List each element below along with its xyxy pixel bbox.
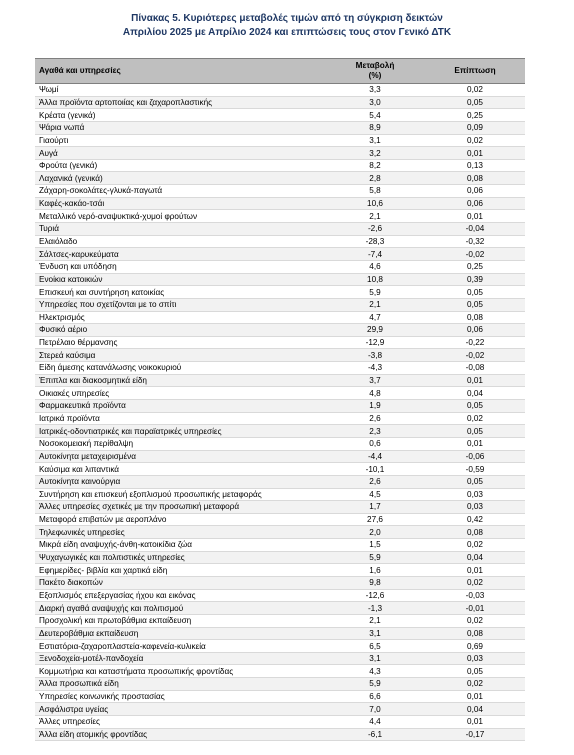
table-row [35, 539, 525, 552]
cell-item: Σάλτσες-καρυκεύματα [35, 248, 325, 261]
table-row [35, 159, 525, 172]
cell-impact: 0,08 [425, 311, 525, 324]
cell-item: Άλλες υπηρεσίες [35, 716, 325, 729]
cell-impact: 0,04 [425, 703, 525, 716]
table-row [35, 564, 525, 577]
table-row [35, 425, 525, 438]
cell-item: Ξενοδοχεία-μοτέλ-πανδοχεία [35, 652, 325, 665]
table-row [35, 336, 525, 349]
cell-item: Ασφάλιστρα υγείας [35, 703, 325, 716]
cell-change: 4,6 [325, 260, 425, 273]
cell-impact: 0,13 [425, 159, 525, 172]
cell-item: Τηλεφωνικές υπηρεσίες [35, 526, 325, 539]
cell-impact: 0,01 [425, 437, 525, 450]
cell-change: 3,1 [325, 134, 425, 147]
cell-change: -3,8 [325, 349, 425, 362]
table-row [35, 172, 525, 185]
cell-impact: 0,69 [425, 640, 525, 653]
table-row [35, 450, 525, 463]
cell-item: Ψάρια νωπά [35, 121, 325, 134]
cell-impact: -0,03 [425, 589, 525, 602]
cell-change: 2,1 [325, 614, 425, 627]
table-row [35, 109, 525, 122]
table-row [35, 551, 525, 564]
title-line-2: Απριλίου 2025 με Απρίλιο 2024 και επιπτώσεις τους στον Γενικό ΔΤΚ [122, 27, 452, 38]
table-row [35, 627, 525, 640]
table-row [35, 703, 525, 716]
table-row [35, 475, 525, 488]
table-row [35, 412, 525, 425]
cell-impact: 0,01 [425, 210, 525, 223]
header-change [325, 59, 425, 84]
table-row [35, 349, 525, 362]
cell-change: 29,9 [325, 324, 425, 337]
cell-change: 2,0 [325, 526, 425, 539]
table-header-row [35, 59, 525, 84]
cell-impact: 0,02 [425, 678, 525, 691]
table-row [35, 235, 525, 248]
cell-change: 2,1 [325, 298, 425, 311]
cell-item: Καφές-κακάο-τσάι [35, 197, 325, 210]
cell-item: Λαχανικά (γενικά) [35, 172, 325, 185]
cell-impact: 0,01 [425, 716, 525, 729]
cell-item: Αυτοκίνητα μεταχειρισμένα [35, 450, 325, 463]
cell-impact: 0,08 [425, 172, 525, 185]
cell-change: 1,7 [325, 501, 425, 514]
cell-change: 4,8 [325, 387, 425, 400]
cell-item: Ιατρικά προϊόντα [35, 412, 325, 425]
cell-impact: 0,25 [425, 109, 525, 122]
cell-item: Άλλα προσωπικά είδη [35, 678, 325, 691]
table-row [35, 640, 525, 653]
cell-item: Ψωμί [35, 84, 325, 97]
cell-change: -4,4 [325, 450, 425, 463]
cell-item: Ενοίκια κατοικιών [35, 273, 325, 286]
cell-impact: 0,01 [425, 374, 525, 387]
cell-change: 4,3 [325, 665, 425, 678]
table-row [35, 374, 525, 387]
cell-change: -7,4 [325, 248, 425, 261]
cell-change: 7,0 [325, 703, 425, 716]
cell-impact: 0,03 [425, 488, 525, 501]
cell-change: -2,6 [325, 223, 425, 236]
cell-impact: 0,39 [425, 273, 525, 286]
table-row [35, 197, 525, 210]
cell-impact: -0,04 [425, 223, 525, 236]
cell-item: Πακέτο διακοπών [35, 576, 325, 589]
cell-change: -12,6 [325, 589, 425, 602]
cell-item: Φαρμακευτικά προϊόντα [35, 400, 325, 413]
cell-change: 6,5 [325, 640, 425, 653]
cell-item: Έπιπλα και διακοσμητικά είδη [35, 374, 325, 387]
cell-item: Ελαιόλαδο [35, 235, 325, 248]
table-row [35, 185, 525, 198]
table-row [35, 210, 525, 223]
cell-item: Ένδυση και υπόδηση [35, 260, 325, 273]
cell-impact: 0,05 [425, 286, 525, 299]
header-change-line1: Μεταβολή [355, 61, 395, 70]
cell-impact: 0,08 [425, 627, 525, 640]
cell-change: -12,9 [325, 336, 425, 349]
cell-change: 3,1 [325, 652, 425, 665]
cell-item: Άλλα είδη ατομικής φροντίδας [35, 728, 325, 741]
table-row [35, 298, 525, 311]
cell-impact: 0,05 [425, 425, 525, 438]
table-row [35, 223, 525, 236]
cell-item: Αυτοκίνητα καινούργια [35, 475, 325, 488]
cell-item: Μεταφορά επιβατών με αεροπλάνο [35, 513, 325, 526]
cell-impact: 0,02 [425, 576, 525, 589]
cell-change: 0,6 [325, 437, 425, 450]
table-row [35, 273, 525, 286]
cell-change: 3,1 [325, 627, 425, 640]
cell-change: 1,5 [325, 539, 425, 552]
header-item: Αγαθά και υπηρεσίες [35, 59, 325, 84]
cell-impact: 0,05 [425, 96, 525, 109]
table-row [35, 311, 525, 324]
table-row [35, 121, 525, 134]
cell-change: 3,0 [325, 96, 425, 109]
table-row [35, 286, 525, 299]
cell-impact: 0,02 [425, 84, 525, 97]
table-row [35, 387, 525, 400]
cell-item: Ζάχαρη-σοκολάτες-γλυκά-παγωτά [35, 185, 325, 198]
cell-impact: 0,02 [425, 134, 525, 147]
cell-item: Άλλα προϊόντα αρτοποιίας και ζαχαροπλαστικής [35, 96, 325, 109]
table-row [35, 324, 525, 337]
cell-item: Δευτεροβάθμια εκπαίδευση [35, 627, 325, 640]
cell-change: 2,6 [325, 412, 425, 425]
table-row [35, 96, 525, 109]
cell-item: Επισκευή και συντήρηση κατοικίας [35, 286, 325, 299]
cell-impact: 0,09 [425, 121, 525, 134]
header-impact: Επίπτωση [425, 59, 525, 84]
cell-impact: 0,03 [425, 652, 525, 665]
title-line-1: Πίνακας 5. Κυριότερες μεταβολές τιμών από τη σύγκριση δεικτών [131, 13, 443, 24]
table-row [35, 134, 525, 147]
table-row [35, 716, 525, 729]
table-row [35, 526, 525, 539]
cell-item: Συντήρηση και επισκευή εξοπλισμού προσωπικής μεταφοράς [35, 488, 325, 501]
table-row [35, 678, 525, 691]
cell-impact: 0,05 [425, 475, 525, 488]
cell-change: 10,6 [325, 197, 425, 210]
table-row [35, 665, 525, 678]
cell-change: 5,9 [325, 678, 425, 691]
cell-impact: 0,04 [425, 387, 525, 400]
cell-change: 8,9 [325, 121, 425, 134]
table-row [35, 488, 525, 501]
cell-impact: -0,06 [425, 450, 525, 463]
cell-change: 5,4 [325, 109, 425, 122]
cell-item: Είδη άμεσης κατανάλωσης νοικοκυριού [35, 362, 325, 375]
cell-change: 3,7 [325, 374, 425, 387]
table-body [35, 84, 525, 741]
table-row [35, 147, 525, 160]
cell-change: 6,6 [325, 690, 425, 703]
cell-impact: 0,04 [425, 551, 525, 564]
table-row [35, 614, 525, 627]
table-row [35, 602, 525, 615]
table-row [35, 728, 525, 741]
cell-impact: 0,03 [425, 501, 525, 514]
cell-change: 2,1 [325, 210, 425, 223]
cell-item: Γιαούρτι [35, 134, 325, 147]
cell-item: Εστιατόρια-ζαχαροπλαστεία-καφενεία-κυλικεία [35, 640, 325, 653]
cell-item: Πετρέλαιο θέρμανσης [35, 336, 325, 349]
cell-item: Νοσοκομειακή περίθαλψη [35, 437, 325, 450]
cell-change: 2,6 [325, 475, 425, 488]
table-row [35, 463, 525, 476]
cell-impact: -0,22 [425, 336, 525, 349]
cell-item: Κρέατα (γενικά) [35, 109, 325, 122]
cell-impact: 0,06 [425, 324, 525, 337]
cell-item: Στερεά καύσιμα [35, 349, 325, 362]
cell-impact: 0,02 [425, 412, 525, 425]
cell-impact: 0,01 [425, 690, 525, 703]
table-row [35, 260, 525, 273]
cell-change: 2,8 [325, 172, 425, 185]
cell-change: 8,2 [325, 159, 425, 172]
cell-item: Κομμωτήρια και καταστήματα προσωπικής φροντίδας [35, 665, 325, 678]
price-changes-table [35, 58, 525, 741]
table-row [35, 400, 525, 413]
cell-change: -1,3 [325, 602, 425, 615]
cell-change: 1,6 [325, 564, 425, 577]
cell-item: Καύσιμα και λιπαντικά [35, 463, 325, 476]
cell-impact: 0,05 [425, 298, 525, 311]
cell-item: Οικιακές υπηρεσίες [35, 387, 325, 400]
cell-change: 5,9 [325, 551, 425, 564]
cell-item: Μεταλλικό νερό-αναψυκτικά-χυμοί φρούτων [35, 210, 325, 223]
table-row [35, 248, 525, 261]
cell-impact: -0,01 [425, 602, 525, 615]
cell-item: Εξοπλισμός επεξεργασίας ήχου και εικόνας [35, 589, 325, 602]
cell-change: 2,3 [325, 425, 425, 438]
cell-impact: 0,08 [425, 526, 525, 539]
cell-item: Διαρκή αγαθά αναψυχής και πολιτισμού [35, 602, 325, 615]
cell-item: Υπηρεσίες κοινωνικής προστασίας [35, 690, 325, 703]
cell-impact: -0,17 [425, 728, 525, 741]
cell-impact: 0,05 [425, 400, 525, 413]
table-row [35, 589, 525, 602]
cell-item: Άλλες υπηρεσίες σχετικές με την προσωπική μεταφορά [35, 501, 325, 514]
cell-item: Φυσικό αέριο [35, 324, 325, 337]
cell-impact: -0,02 [425, 248, 525, 261]
cell-change: 4,5 [325, 488, 425, 501]
cell-item: Αυγά [35, 147, 325, 160]
cell-item: Τυριά [35, 223, 325, 236]
cell-item: Εφημερίδες- βιβλία και χαρτικά είδη [35, 564, 325, 577]
cell-impact: 0,06 [425, 197, 525, 210]
cell-change: 4,7 [325, 311, 425, 324]
cell-change: 1,9 [325, 400, 425, 413]
cell-impact: 0,25 [425, 260, 525, 273]
cell-change: 5,8 [325, 185, 425, 198]
table-row [35, 513, 525, 526]
cell-change: -4,3 [325, 362, 425, 375]
cell-item: Προσχολική και πρωτοβάθμια εκπαίδευση [35, 614, 325, 627]
cell-item: Υπηρεσίες που σχετίζονται με το σπίτι [35, 298, 325, 311]
cell-item: Ψυχαγωγικές και πολιτιστικές υπηρεσίες [35, 551, 325, 564]
cell-impact: 0,05 [425, 665, 525, 678]
header-change-line2: (%) [368, 71, 382, 80]
table-row [35, 501, 525, 514]
cell-impact: 0,02 [425, 614, 525, 627]
cell-impact: -0,59 [425, 463, 525, 476]
cell-impact: 0,42 [425, 513, 525, 526]
table-title [0, 12, 574, 40]
cell-impact: 0,01 [425, 564, 525, 577]
cell-item: Μικρά είδη αναψυχής-άνθη-κατοικίδια ζώα [35, 539, 325, 552]
cell-change: 3,2 [325, 147, 425, 160]
cell-impact: 0,02 [425, 539, 525, 552]
cell-item: Φρούτα (γενικά) [35, 159, 325, 172]
cell-impact: -0,02 [425, 349, 525, 362]
cell-item: Ηλεκτρισμός [35, 311, 325, 324]
cell-item: Ιατρικές-οδοντιατρικές και παραϊατρικές υπηρεσίες [35, 425, 325, 438]
cell-change: -28,3 [325, 235, 425, 248]
table-row [35, 690, 525, 703]
cell-change: -10,1 [325, 463, 425, 476]
table-row [35, 437, 525, 450]
table-row [35, 84, 525, 97]
cell-change: -6,1 [325, 728, 425, 741]
cell-change: 4,4 [325, 716, 425, 729]
table-row [35, 362, 525, 375]
cell-change: 9,8 [325, 576, 425, 589]
table-row [35, 652, 525, 665]
cell-impact: 0,06 [425, 185, 525, 198]
cell-change: 27,6 [325, 513, 425, 526]
cell-impact: 0,01 [425, 147, 525, 160]
table-row [35, 576, 525, 589]
cell-impact: -0,08 [425, 362, 525, 375]
cell-impact: -0,32 [425, 235, 525, 248]
cell-change: 10,8 [325, 273, 425, 286]
cell-change: 5,9 [325, 286, 425, 299]
cell-change: 3,3 [325, 84, 425, 97]
